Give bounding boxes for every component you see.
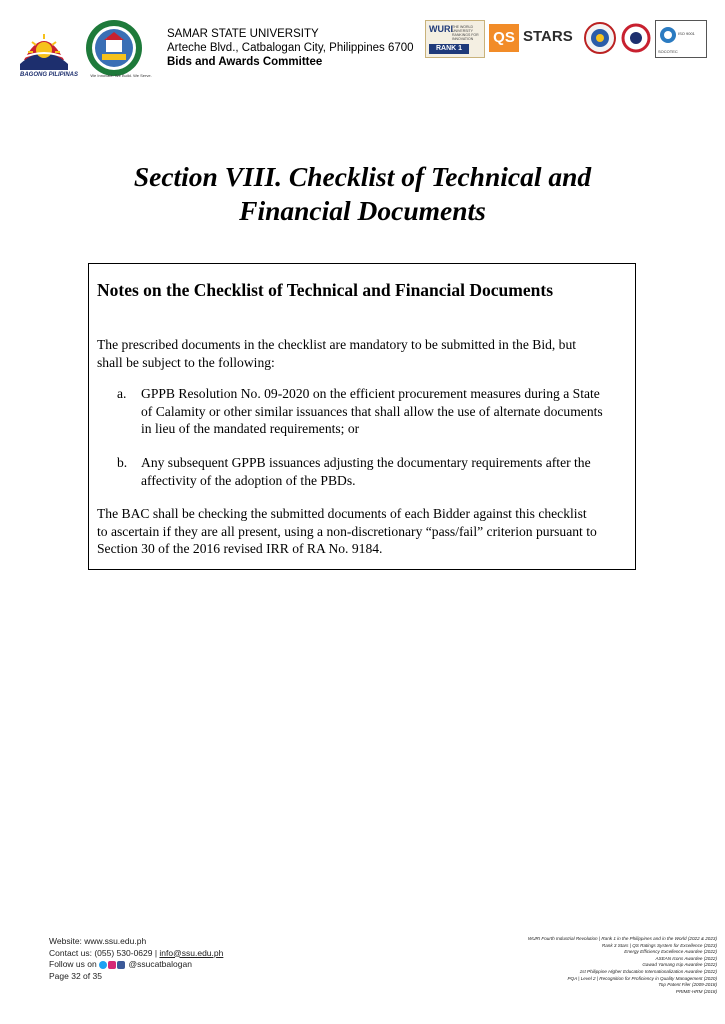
iso-sub: SOCOTEC (658, 49, 678, 54)
award-line: PRIME-HRM (2018) (675, 988, 717, 994)
notes-closing-line2: to ascertain if they are all present, using a non-discretionary “pass/fail” criterion pursuant to (97, 523, 597, 539)
accreditation-badges (425, 20, 715, 60)
social-handle: @ssucatbalogan (128, 959, 192, 969)
wuri-rank: RANK 1 (429, 44, 469, 54)
ssu-tagline: We Innovate. We Build. We Serve. (90, 73, 152, 78)
section-title-line2: Financial Documents (239, 195, 486, 226)
notes-closing (97, 505, 629, 558)
footer-phone: Contact us: (055) 530-0629 | (49, 947, 160, 958)
list-item-line: affectivity of the adoption of the PBDs. (141, 472, 356, 488)
notes-intro-line2: shall be subject to the following: (97, 354, 275, 370)
notes-closing-line1: The BAC shall be checking the submitted documents of each Bidder against this checklist (97, 506, 587, 521)
award-line: ASEAN Icons Awardee (2022) (655, 955, 717, 961)
follow-label: Follow us on (49, 959, 97, 969)
list-item-line: in lieu of the mandated requirements; or (141, 421, 360, 436)
award-line: WURI Fourth Industrial Revolution | Rank 1 in the Philippines and in the World (2022 & 2023) (527, 936, 717, 941)
notes-intro (97, 336, 629, 371)
notes-closing-line3: Section 30 of the 2016 revised IRR of RA No. 9184. (97, 541, 383, 556)
award-line: Gawad Yamang Isip Awardee (2022) (642, 962, 717, 968)
award-line: Energy Efficiency Excellence Awardee (2022) (624, 949, 717, 955)
section-title-line1: Section VIII. Checklist of Technical and (133, 161, 592, 192)
footer-follow (49, 959, 223, 971)
list-item-text (141, 385, 631, 438)
wuri-label: WURI (429, 24, 453, 34)
notes-box (88, 263, 636, 570)
award-line: PQA | Level 2 | Recognition for Proficiency in Quality Management (2020) (567, 975, 717, 981)
award-line: 1st Philippine Higher Education Internationalization Awardee (2022) (579, 968, 717, 974)
wuri-desc: THE WORLD UNIVERSITY RANKINGS FOR INNOVATION (452, 25, 479, 41)
qs-stars-badge (489, 20, 577, 56)
twitter-icon[interactable] (99, 961, 107, 969)
list-item-text (141, 454, 631, 489)
bagong-pilipinas-label: BAGONG PILIPINAS (19, 72, 78, 78)
award-line: Top Patent Filer (2009-2018) (658, 982, 717, 988)
list-item-line: GPPB Resolution No. 09-2020 on the efficient procurement measures during a State (141, 386, 600, 401)
list-item-line: Any subsequent GPPB issuances adjusting the documentary requirements after the (141, 455, 591, 470)
footer-awards (417, 936, 717, 995)
notes-intro-line1: The prescribed documents in the checklist are mandatory to be submitted in the Bid, but (97, 337, 577, 352)
qs-stars-label: STARS (523, 28, 573, 45)
university-info (167, 27, 414, 69)
award-line: Rank 3 Stars | QS Ratings System for Excellence (2023) (601, 942, 717, 948)
university-address: Arteche Blvd., Catbalogan City, Philippines 6700 (167, 42, 414, 54)
facebook-icon[interactable] (117, 961, 125, 969)
page-number: Page 32 of 35 (49, 970, 102, 981)
email-link[interactable]: info@ssu.edu.ph (159, 947, 224, 958)
iso-certification-badge (655, 20, 707, 58)
office-name: Bids and Awards Committee (167, 56, 323, 68)
footer-website: Website: www.ssu.edu.ph (49, 936, 147, 946)
iso-label: ISO 9001 (678, 31, 695, 36)
university-name: SAMAR STATE UNIVERSITY (167, 28, 319, 40)
ssu-seal-logo (82, 18, 146, 80)
footer-contact (49, 936, 223, 982)
list-item-line: of Calamity or other similar issuances that shall allow the use of alternate documents (141, 403, 603, 419)
qs-box: QS (489, 24, 519, 52)
letterhead (0, 0, 725, 90)
footer-contact-line (49, 948, 223, 960)
wuri-badge (425, 20, 485, 58)
award-emblem-icon (621, 20, 651, 56)
notes-heading: Notes on the Checklist of Technical and Financial Documents (97, 280, 553, 300)
socotec-icon (660, 27, 676, 43)
bagong-pilipinas-logo (16, 20, 72, 78)
section-title (60, 160, 665, 228)
instagram-icon[interactable] (108, 961, 116, 969)
list-marker: b. (117, 455, 128, 470)
award-seal-icon (583, 20, 617, 56)
list-marker: a. (117, 386, 127, 401)
